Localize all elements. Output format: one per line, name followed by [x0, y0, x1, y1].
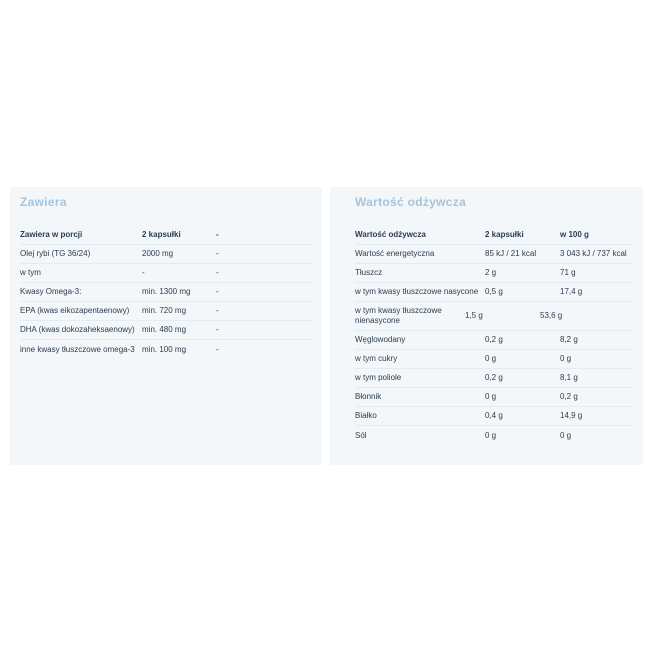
table-row	[355, 388, 633, 407]
header-cell-per-serving-label: Zawiera w porcji	[20, 230, 83, 239]
contains-section-title: Zawiera	[20, 195, 67, 209]
table-row	[20, 321, 312, 340]
cell-nutrient-name: Błonnik	[355, 392, 382, 401]
nutrition-table	[355, 226, 633, 445]
cell-ingredient-name: w tym	[20, 268, 41, 277]
nutrition-section-title: Wartość odżywcza	[355, 195, 467, 209]
cell-per-serving: 0,4 g	[485, 411, 503, 420]
cell-per-100g: 8,1 g	[560, 373, 578, 382]
cell-per-serving: 2000 mg	[142, 249, 174, 258]
cell-per-serving: min. 100 mg	[142, 344, 187, 354]
nutrition-card	[330, 187, 643, 465]
table-row	[20, 340, 312, 359]
cell-per-serving: -	[142, 268, 145, 277]
cell-per-100g: 0 g	[560, 430, 572, 440]
cell-per-100g: 3 043 kJ / 737 kcal	[560, 249, 627, 258]
table-row	[355, 283, 633, 302]
cell-nutrient-name: w tym kwasy tłuszczowe nasycone	[355, 287, 479, 296]
cell-ingredient-name: DHA (kwas dokozaheksaenowy)	[20, 325, 135, 334]
cell-nutrient-name: Węglowodany	[355, 335, 406, 344]
table-header-row	[20, 226, 312, 245]
cell-per-serving: 1,5 g	[465, 311, 483, 320]
cell-per-100g: -	[216, 249, 219, 258]
header-cell-serving-size: 2 kapsułki	[142, 230, 181, 239]
cell-ingredient-name: inne kwasy tłuszczowe omega-3	[20, 344, 135, 354]
cell-per-serving: 0,2 g	[485, 373, 503, 382]
table-header-row	[355, 226, 633, 245]
cell-per-100g: 0 g	[560, 354, 572, 363]
table-row	[355, 369, 633, 388]
cell-nutrient-name: w tym poliole	[355, 373, 402, 382]
cell-nutrient-name: Tłuszcz	[355, 268, 383, 277]
cell-per-serving: 0,2 g	[485, 335, 503, 344]
table-row	[355, 245, 633, 264]
table-row	[355, 302, 633, 331]
cell-per-serving: 85 kJ / 21 kcal	[485, 249, 537, 258]
contains-card	[10, 187, 322, 465]
cell-nutrient-name: Sól	[355, 430, 367, 440]
cell-nutrient-name: w tym cukry	[355, 354, 398, 363]
cell-per-serving: 0 g	[485, 430, 497, 440]
cell-per-serving: 2 g	[485, 268, 497, 277]
cell-nutrient-name: Wartość energetyczna	[355, 249, 435, 258]
cell-ingredient-name: Olej rybi (TG 36/24)	[20, 249, 91, 258]
contains-table	[20, 226, 312, 359]
cell-ingredient-name: Kwasy Omega-3:	[20, 287, 82, 296]
cell-per-100g: 14,9 g	[560, 411, 583, 420]
cell-per-100g: -	[216, 268, 219, 277]
cell-per-100g: -	[216, 344, 219, 354]
cell-per-serving: min. 720 mg	[142, 306, 187, 315]
cell-per-100g: 71 g	[560, 268, 576, 277]
table-row	[355, 331, 633, 350]
cell-per-serving: min. 480 mg	[142, 325, 187, 334]
cell-per-serving: min. 1300 mg	[142, 287, 191, 296]
cell-per-100g: 0,2 g	[560, 392, 578, 401]
header-cell-per-100g: -	[216, 230, 219, 239]
table-row	[355, 264, 633, 283]
product-details-panel	[0, 187, 650, 465]
cell-per-100g: -	[216, 287, 219, 296]
header-cell-per-100g: w 100 g	[560, 230, 589, 239]
header-cell-serving-size: 2 kapsułki	[485, 230, 524, 239]
table-row	[20, 302, 312, 321]
cell-per-100g: 8,2 g	[560, 335, 578, 344]
cell-per-100g: -	[216, 325, 219, 334]
table-row	[355, 350, 633, 369]
cell-nutrient-name: w tym kwasy tłuszczowe nienasycone	[355, 306, 442, 325]
header-cell-nutrient-label: Wartość odżywcza	[355, 230, 426, 239]
cell-per-100g: 17,4 g	[560, 287, 583, 296]
cell-per-100g: -	[216, 306, 219, 315]
cell-nutrient-name: Białko	[355, 411, 377, 420]
table-row	[20, 245, 312, 264]
cell-per-serving: 0 g	[485, 354, 497, 363]
table-row	[20, 264, 312, 283]
table-row	[355, 426, 633, 445]
table-row	[355, 407, 633, 426]
cell-per-serving: 0,5 g	[485, 287, 503, 296]
cell-per-serving: 0 g	[485, 392, 497, 401]
cell-ingredient-name: EPA (kwas eikozapentaenowy)	[20, 306, 130, 315]
cell-per-100g: 53,6 g	[540, 311, 563, 320]
table-row	[20, 283, 312, 302]
